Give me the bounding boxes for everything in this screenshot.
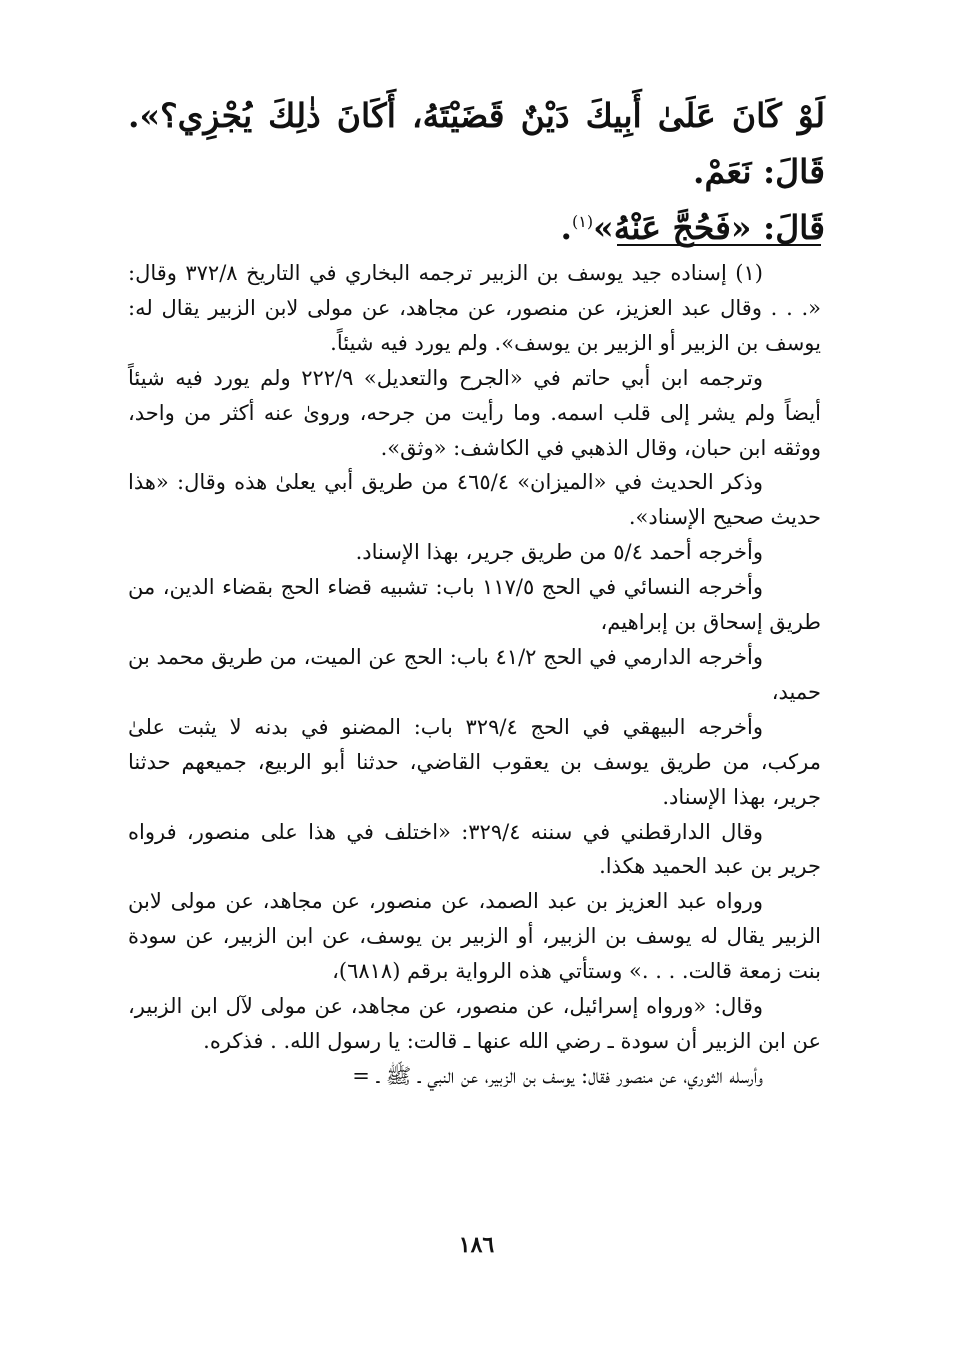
footnote-paragraph: وأخرجه النسائي في الحج ١١٧/٥ باب: تشبيه قضاء الحج بقضاء الدين، من طريق إسحاق بن إبراهيم، (128, 575, 821, 635)
hadith-line-1: لَوْ كَانَ عَلَىٰ أَبِيكَ دَيْنٌ قَضَيْتَهُ، أَكَانَ ذٰلِكَ يُجْزِي؟». قَالَ: نَعَمْ. (128, 96, 825, 191)
hadith-line-2-text: قَالَ: «فَحُجَّ عَنْهُ» (593, 208, 825, 247)
hadith-line-2-end: . (560, 208, 572, 247)
footnote-paragraph: وترجمه ابن أبي حاتم في «الجرح والتعديل» ٢٢٢/٩ ولم يورد فيه شيئاً أيضاً ولم يشر إلى قلب اسمه. وما رأيت من جرحه، وروىٰ عنه أكثر من واحد، ووثقه ابن حبان، وقال الذهبي في الكاشف: «وثق». (128, 365, 821, 460)
footnote-paragraph: ورواه عبد العزيز بن عبد الصمد، عن منصور، عن مجاهد، عن مولى لابن الزبير يقال له يوسف بن الزبير، أو الزبير بن يوسف، عن ابن الزبير، عن سودة بنت زمعة قالت. . . .» وستأتي هذه الرواية برقم (٦٨١٨)، (128, 889, 821, 984)
footnote-paragraph: وأخرجه البيهقي في الحج ٣٢٩/٤ باب: المضنو في بدنه لا يثبت علىٰ مركب، من طريق يوسف بن يعقوب القاضي، حدثنا أبو الربيع، جميعهم حدثنا جرير، بهذا الإسناد. (128, 714, 821, 809)
footnote-paragraph: وأخرجه أحمد ٥/٤ من طريق جرير، بهذا الإسناد. (355, 540, 763, 565)
footnote-paragraph: (١) إسناده جيد يوسف بن الزبير ترجمه البخاري في التاريخ ٣٧٢/٨ وقال: «. . . وقال عبد العزيز، عن منصور، عن مجاهد، عن مولى لابن الزبير يقال له: يوسف بن الزبير أو الزبير بن يوسف». ولم يورد فيه شيئاً. (128, 261, 821, 355)
footnote-paragraph: وقال الدارقطني في سننه ٣٢٩/٤: «اختلف في هذا على منصور، فرواه جرير بن عبد الحميد هكذا. (128, 819, 821, 879)
footnote-paragraph: وذكر الحديث في «الميزان» ٤٦٥/٤ من طريق أبي يعلىٰ هذه وقال: «هذا حديث صحيح الإسناد». (128, 470, 821, 530)
footnote-paragraph: وأخرجه الدارمي في الحج ٤١/٢ باب: الحج عن الميت، من طريق محمد بن حميد، (128, 644, 821, 704)
footnote-paragraph: وأرسله الثوري، عن منصور فقال: يوسف بن الزبير، عن النبي ـ ﷺ ـ = (352, 1063, 763, 1088)
footnote-paragraph: وقال: «ورواه إسرائيل، عن منصور، عن مجاهد، عن مولى لآل ابن الزبير، عن ابن الزبير أن سودة ـ رضي الله عنها ـ قالت: يا رسول الله. . فذكره. (128, 994, 821, 1053)
hadith-text (128, 88, 825, 256)
hadith-line-2 (128, 200, 825, 256)
page-number: ١٨٦ (458, 1232, 495, 1258)
footnote-separator (617, 244, 821, 246)
footnotes-section (128, 256, 821, 1094)
footnote-marker[interactable]: (١) (571, 212, 594, 231)
